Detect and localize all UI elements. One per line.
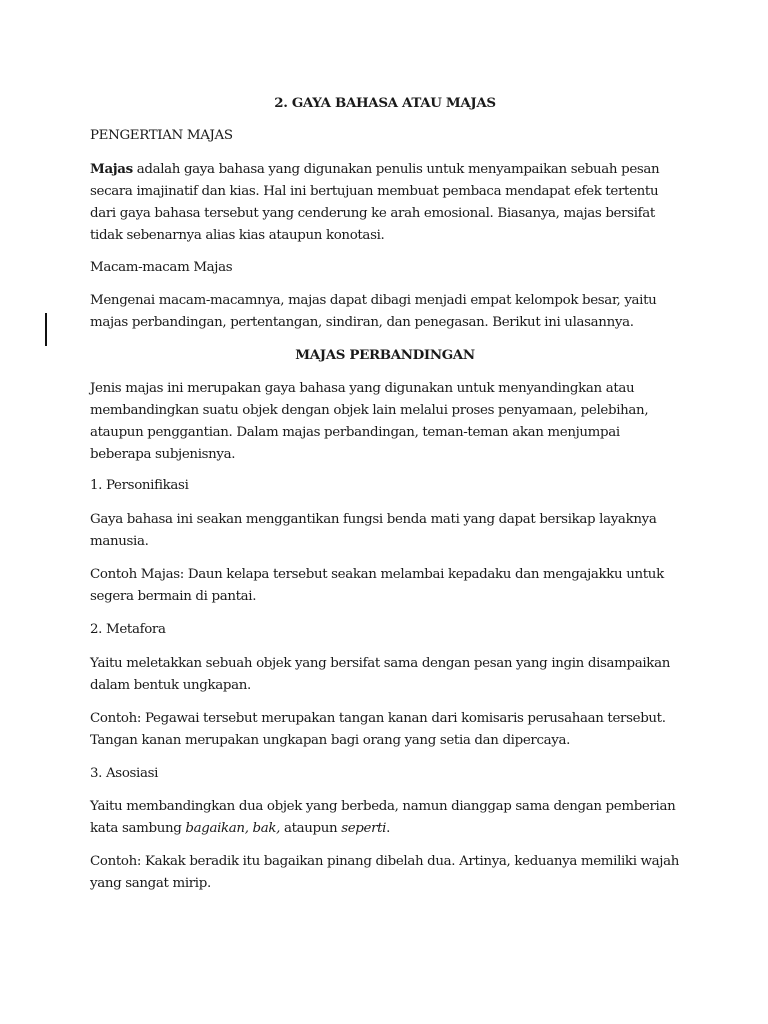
document-title: 2. GAYA BAHASA ATAU MAJAS <box>274 95 496 111</box>
metafora-paragraph: Yaitu meletakkan sebuah objek yang bersifat sama dengan pesan yang ingin disampaikan dalam bentuk ungkapan. <box>90 656 670 693</box>
personifikasi-example: Contoh Majas: Daun kelapa tersebut seakan melambai kepadaku dan mengajakku untuk segera bermain di pantai. <box>90 567 664 604</box>
item-heading-asosiasi: 3. Asosiasi <box>90 766 159 781</box>
section-heading-pengertian: PENGERTIAN MAJAS <box>90 128 233 143</box>
metafora-example: Contoh: Pegawai tersebut merupakan tangan kanan dari komisaris perusahaan tersebut. Tangan kanan merupakan ungkapan bagi orang yang setia dan dipercaya. <box>90 711 666 748</box>
asosiasi-text-b: ataupun <box>280 821 342 836</box>
asosiasi-italic-b: seperti <box>341 821 387 836</box>
section-heading-perbandingan: MAJAS PERBANDINGAN <box>295 347 475 363</box>
macam-paragraph: Mengenai macam-macamnya, majas dapat dibagi menjadi empat kelompok besar, yaitu majas perbandingan, pertentangan, sindiran, dan penegasan. Berikut ini ulasannya. <box>90 293 657 330</box>
asosiasi-text-c: . <box>386 821 391 836</box>
definition-text: adalah gaya bahasa yang digunakan penulis untuk menyampaikan sebuah pesan secara imajinatif dan kias. Hal ini bertujuan membuat pembaca mendapat efek tertentu dari gaya bahasa tersebut yang cenderung ke arah emosional. Biasanya, majas bersifat tidak sebenarnya alias kias ataupun konotasi. <box>90 162 660 243</box>
asosiasi-paragraph <box>90 796 680 840</box>
personifikasi-paragraph: Gaya bahasa ini seakan menggantikan fungsi benda mati yang dapat bersikap layaknya manusia. <box>90 512 657 549</box>
section-heading-macam: Macam-macam Majas <box>90 260 233 275</box>
asosiasi-italic-a: bagaikan, bak, <box>185 821 281 836</box>
definition-paragraph <box>90 158 680 247</box>
item-heading-personifikasi: 1. Personifikasi <box>90 478 189 493</box>
asosiasi-example: Contoh: Kakak beradik itu bagaikan pinang dibelah dua. Artinya, keduanya memiliki wajah yang sangat mirip. <box>90 854 679 891</box>
asosiasi-text-a: Yaitu membandingkan dua objek yang berbeda, namun dianggap sama dengan pemberian kata sambung <box>90 799 676 836</box>
perbandingan-paragraph: Jenis majas ini merupakan gaya bahasa yang digunakan untuk menyandingkan atau membandingkan suatu objek dengan objek lain melalui proses penyamaan, pelebihan, ataupun penggantian. Dalam majas perbandingan, teman-teman akan menjumpai beberapa subjenisnya. <box>90 381 649 462</box>
majas-bold-term: Majas <box>90 161 133 177</box>
item-heading-metafora: 2. Metafora <box>90 622 166 637</box>
text-cursor <box>45 313 47 346</box>
